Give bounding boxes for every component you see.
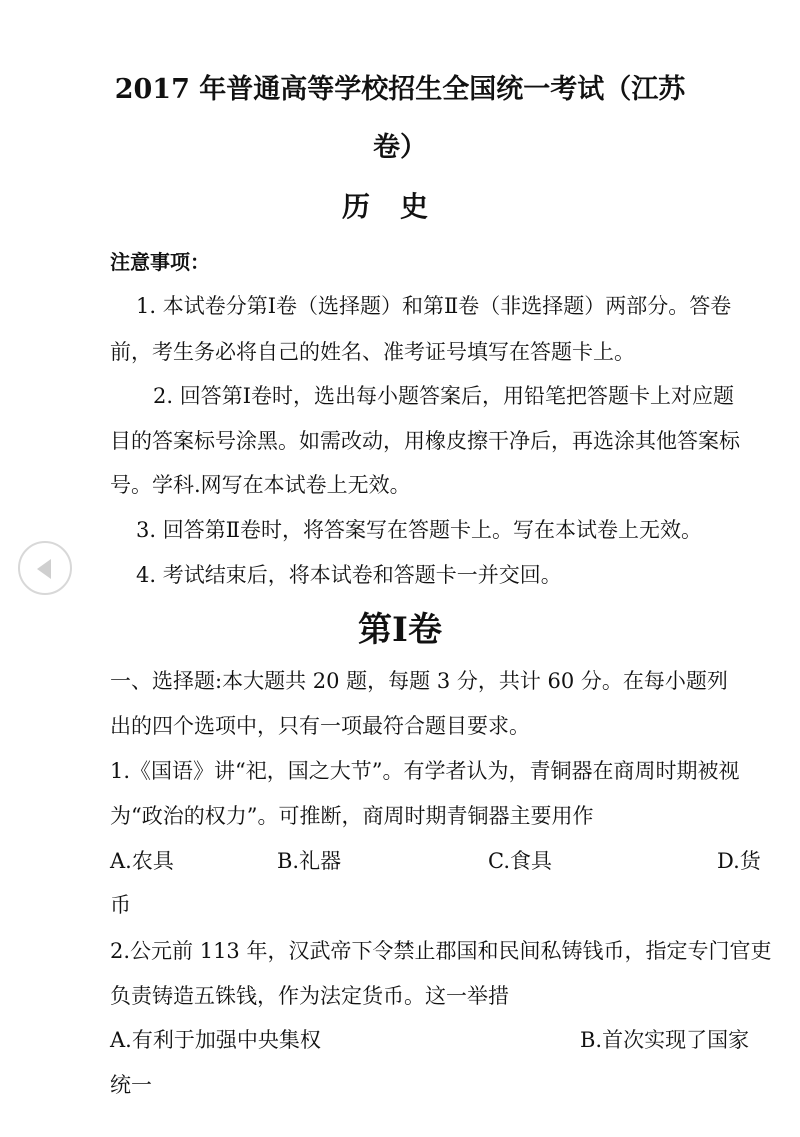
section-intro-line: 出的四个选项中，只有一项最符合题目要求。 [110, 714, 530, 738]
question-option-wrap: 币 [110, 893, 131, 917]
section-title: 第Ⅰ卷 [358, 610, 442, 650]
question-option: D.货 [717, 849, 761, 873]
notes-heading: 注意事项： [110, 250, 210, 274]
subject-heading: 历史 [341, 190, 458, 223]
question-option-wrap: 统一 [110, 1073, 152, 1097]
question-option: C.食具 [488, 849, 552, 873]
question-stem-line: 2.公元前 113 年，汉武帝下令禁止郡国和民间私铸钱币，指定专门官吏 [110, 939, 772, 963]
question-stem-line: 负责铸造五铢钱，作为法定货币。这一举措 [110, 984, 509, 1008]
exam-title-line1: 2017 年普通高等学校招生全国统一考试（江苏 [114, 74, 686, 105]
note-line: 4. 考试结束后，将本试卷和答题卡一并交回。 [136, 563, 562, 587]
question-option: B.首次实现了国家 [580, 1028, 750, 1052]
note-line: 前，考生务必将自己的姓名、准考证号填写在答题卡上。 [110, 340, 635, 364]
question-option: A.农具 [110, 849, 174, 873]
section-intro-line: 一、选择题:本大题共 20 题，每题 3 分，共计 60 分。在每小题列 [110, 669, 728, 693]
note-line: 2. 回答第Ⅰ卷时，选出每小题答案后，用铅笔把答题卡上对应题 [153, 384, 735, 408]
question-stem-line: 为“政治的权力”。可推断，商周时期青铜器主要用作 [110, 804, 594, 828]
chevron-left-icon [37, 559, 51, 579]
note-line: 号。学科.网写在本试卷上无效。 [110, 473, 411, 497]
note-line: 目的答案标号涂黑。如需改动，用橡皮擦干净后，再选涂其他答案标 [110, 429, 740, 453]
question-stem-line: 1.《国语》讲“祀，国之大节”。有学者认为，青铜器在商周时期被视 [110, 759, 740, 783]
question-option: B.礼器 [277, 849, 342, 873]
note-line: 1. 本试卷分第Ⅰ卷（选择题）和第Ⅱ卷（非选择题）两部分。答卷 [136, 294, 732, 318]
exam-title-line2: 卷） [373, 132, 427, 163]
note-line: 3. 回答第Ⅱ卷时，将答案写在答题卡上。写在本试卷上无效。 [136, 518, 702, 542]
question-option: A.有利于加强中央集权 [110, 1028, 321, 1052]
previous-page-button[interactable] [18, 541, 72, 595]
